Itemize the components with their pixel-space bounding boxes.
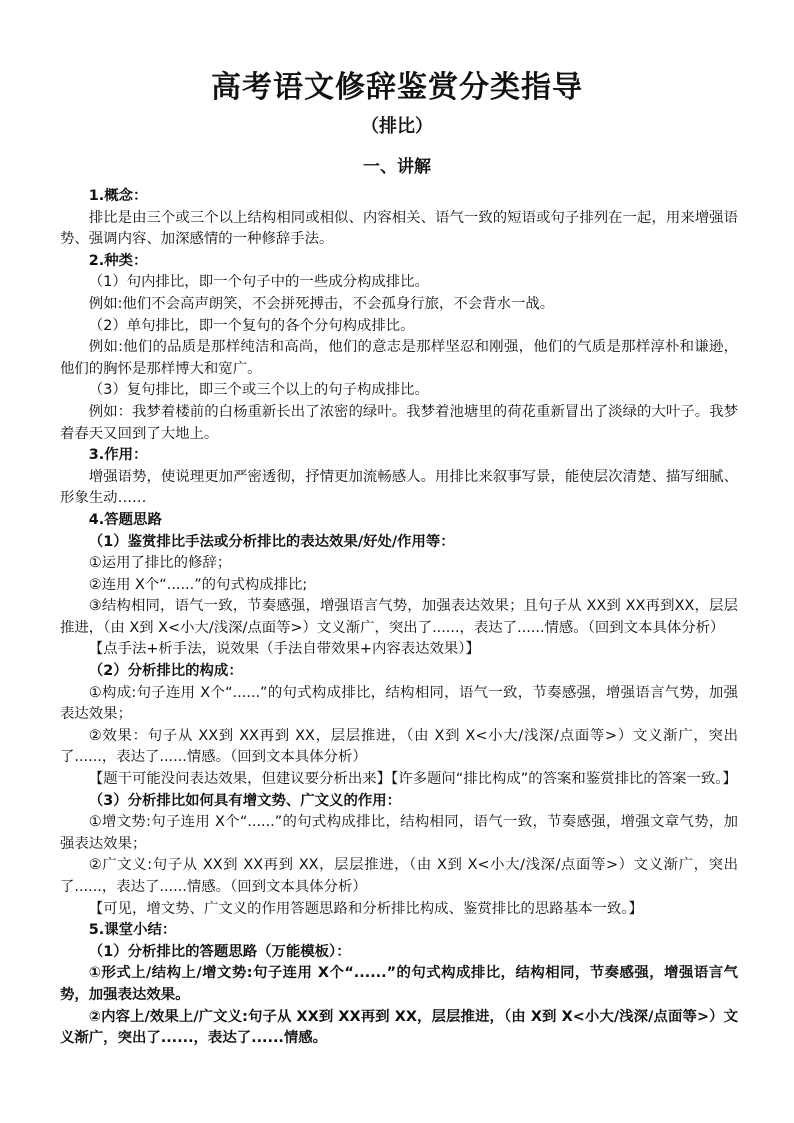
note-paragraph: 【点手法+析手法，说效果（手法自带效果+内容表达效果）】	[88, 641, 480, 658]
paragraph: 例如：我梦着楼前的白杨重新长出了浓密的绿叶。我梦着池塘里的荷花重新冒出了淡绿的大叶子。我梦着春天又回到了大地上。	[60, 403, 738, 442]
note-paragraph: 【可见，增文势、广文义的作用答题思路和分析排比构成、鉴赏排比的思路基本一致。】	[88, 900, 643, 917]
paragraph: （2）单句排比，即一个复句的各个分句构成排比。	[88, 317, 415, 334]
paragraph: 排比是由三个或三个以上结构相同或相似、内容相关、语气一致的短语或句子排列在一起，用来增强语势、强调内容、加深感情的一种修辞手法。	[60, 209, 738, 248]
paragraph: 例如:他们的品质是那样纯洁和高尚，他们的意志是那样坚忍和刚强，他们的气质是那样淳朴和谦逊，他们的胸怀是那样博大和宽广。	[60, 339, 738, 377]
heading-function: 3.作用：	[88, 447, 148, 464]
heading-types: 2.种类：	[88, 252, 148, 269]
document-subtitle: （排比）	[361, 116, 433, 137]
subheading: （2）分析排比的构成：	[88, 663, 243, 680]
paragraph: ①构成:句子连用 X个“......”的句式构成排比，结构相同，语气一致，节奏感强，增强语言气势，加强表达效果；	[60, 684, 738, 723]
paragraph: ②广文义:句子从 XX到 XX再到 XX，层层推进，（由 X到 X<小大/浅深/点面等>）文义渐广，突出了......，表达了......情感。（回到文本具体分析）	[60, 857, 738, 895]
paragraph: ③结构相同，语气一致，节奏感强，增强语言气势，加强表达效果；且句子从 XX到 XX再到XX，层层推进，（由 X到 X<小大/浅深/点面等>）文义渐广，突出了......，表达了......情感。（回到文本具体分析）	[60, 598, 738, 636]
paragraph: ②连用 X个“......”的句式构成排比;	[88, 576, 308, 593]
summary-paragraph: ②内容上/效果上/广文义:句子从 XX到 XX再到 XX，层层推进，（由 X到 X<小大/浅深/点面等>）文义渐广，突出了......，表达了......情感。	[60, 1008, 738, 1047]
document-title: 高考语文修辞鉴赏分类指导	[211, 70, 583, 105]
paragraph: ①增文势:句子连用 X个“......”的句式构成排比，结构相同，语气一致，节奏感强，增强文章气势，加强表达效果；	[60, 814, 738, 852]
section-heading: 一、讲解	[363, 157, 431, 177]
note-paragraph: 【题干可能没问表达效果，但建议要分析出来】【许多题问“排比构成”的答案和鉴赏排比的答案一致。】	[88, 771, 737, 788]
heading-summary: 5.课堂小结：	[88, 922, 177, 939]
heading-answer-approach: 4.答题思路	[88, 511, 162, 528]
paragraph: （1）句内排比，即一个句子中的一些成分构成排比。	[88, 274, 429, 291]
document-body	[60, 186, 738, 1050]
paragraph: （3）复句排比，即三个或三个以上的句子构成排比。	[88, 382, 429, 399]
subheading: （3）分析排比如何具有增文势、广文义的作用：	[88, 792, 402, 809]
paragraph: ②效果：句子从 XX到 XX再到 XX，层层推进，（由 X到 X<小大/浅深/点面等>）文义渐广，突出了......，表达了......情感。（回到文本具体分析）	[60, 727, 738, 766]
paragraph: 例如:他们不会高声朗笑，不会拼死搏击，不会孤身行旅，不会背水一战。	[88, 295, 555, 312]
heading-concept: 1.概念：	[88, 188, 148, 204]
paragraph: ①运用了排比的修辞；	[88, 555, 232, 572]
paragraph: 增强语势，使说理更加严密透彻，抒情更加流畅感人。用排比来叙事写景，能使层次清楚、描写细腻、形象生动……	[60, 468, 738, 507]
subheading: （1）分析排比的答题思路（万能模板）：	[88, 943, 351, 960]
summary-paragraph: ①形式上/结构上/增文势:句子连用 X个“......”的句式构成排比，结构相同，节奏感强，增强语言气势，加强表达效果。	[60, 965, 738, 1003]
subheading: （1）鉴赏排比手法或分析排比的表达效果/好处/作用等：	[88, 533, 455, 550]
